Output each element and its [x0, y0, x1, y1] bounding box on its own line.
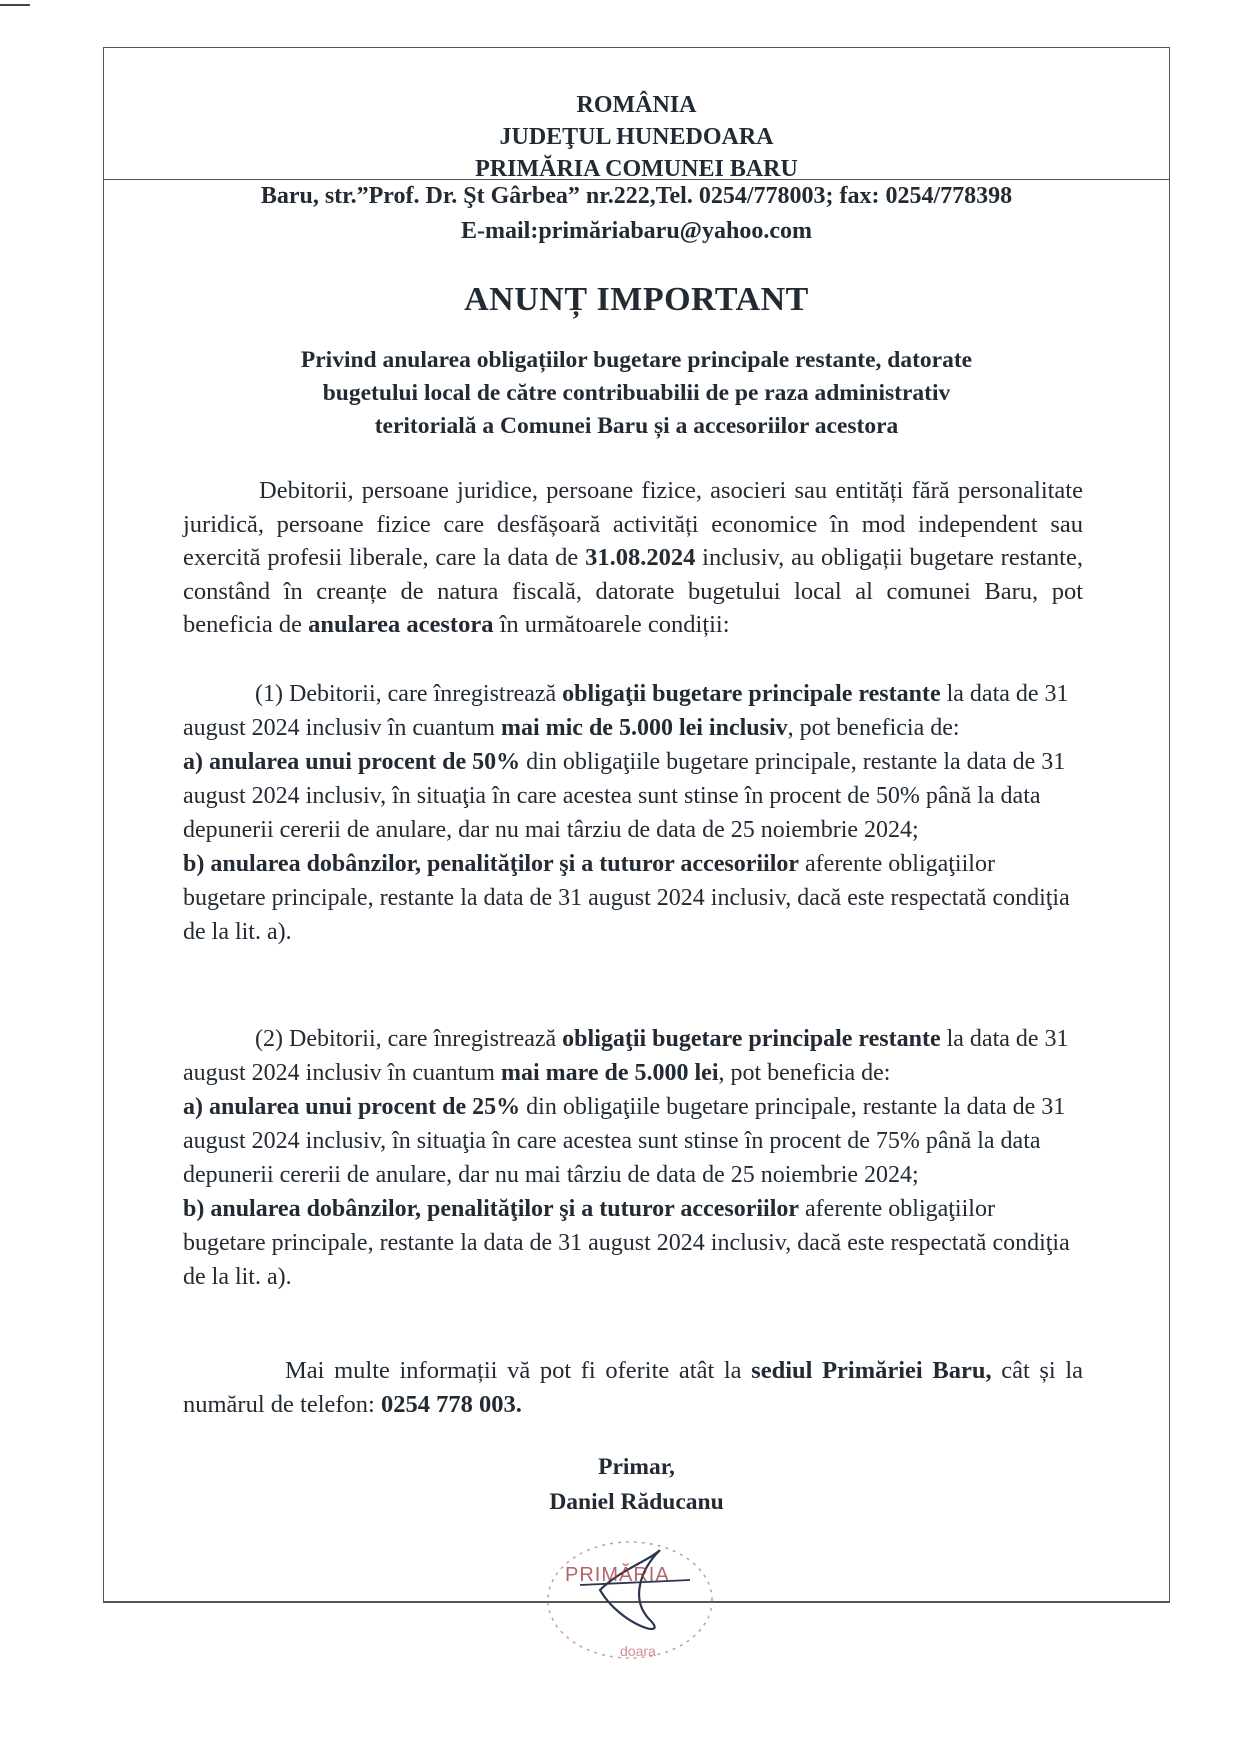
condition-2-lead: [183, 1022, 1083, 1090]
header-address: Baru, str.”Prof. Dr. Şt Gârbea” nr.222,Tel. 0254/778003; fax: 0254/778398: [260, 183, 1013, 209]
scan-corner-mark: [0, 4, 30, 6]
condition-1-item-a: [183, 745, 1083, 847]
header-institution: PRIMĂRIA COMUNEI BARU: [475, 156, 798, 182]
condition-emphasis: obligaţii bugetare principale restante: [562, 681, 941, 707]
intro-text: inclusiv, au obligații bugetare restante, constând în creanțe de natura fiscală, datorate bugetului local al comunei Baru, pot beneficia de: [183, 544, 1083, 638]
condition-2-item-a: [183, 1090, 1083, 1192]
intro-text: Debitorii, persoane juridice, persoane fizice, asocieri sau entități fără personalitate juridică, persoane fizice care desfășoară activități economice în mod independent sau exercită profesii liberale, care la data de: [183, 477, 1083, 571]
item-b-heading: b) anularea dobânzilor, penalităţilor şi a tuturor accesoriilor: [183, 1196, 800, 1222]
condition-emphasis: mai mare de 5.000 lei: [500, 1060, 719, 1086]
svg-text:doara: doara: [620, 1643, 656, 1659]
signature-block: [103, 1450, 1170, 1520]
item-a-text: din obligaţiile bugetare principale, restante la data de 31 august 2024 inclusiv, în situaţia în care acestea sunt stinse în procent de 75% până la data depunerii cererii de anulare, dar nu mai târziu de data de 25 noiembrie 2024;: [183, 1094, 1066, 1188]
stamp-label: PRIMĂRIA: [565, 1564, 670, 1586]
intro-text: în următoarele condiții:: [493, 611, 730, 638]
condition-emphasis: mai mic de 5.000 lei inclusiv: [500, 715, 788, 741]
info-emphasis: sediul Primăriei Baru,: [751, 1357, 992, 1384]
intro-date: 31.08.2024: [585, 544, 696, 571]
subject-line: bugetului local de către contribuabilii de pe raza administrativ: [322, 380, 951, 406]
contact-info-paragraph: [183, 1354, 1083, 1422]
condition-2-item-b: [183, 1192, 1083, 1294]
header-country: ROMÂNIA: [576, 92, 697, 118]
page-title: ANUNȚ IMPORTANT: [464, 281, 809, 318]
signatory-name: Daniel Răducanu: [549, 1489, 724, 1515]
official-stamp-icon: [540, 1530, 720, 1660]
condition-text: (2) Debitorii, care înregistrează: [255, 1026, 563, 1052]
condition-1-item-b: [183, 847, 1083, 949]
condition-text: , pot beneficia de:: [787, 715, 960, 741]
item-b-text: aferente obligaţiilor bugetare principale, restante la data de 31 august 2024 inclusiv, dacă este respectată condiţia de la lit. a).: [183, 851, 1070, 945]
condition-1-lead: [183, 677, 1083, 745]
signatory-role: Primar,: [598, 1454, 675, 1480]
item-a-text: din obligaţiile bugetare principale, restante la data de 31 august 2024 inclusiv, în situaţia în care acestea sunt stinse în procent de 50% până la data depunerii cererii de anulare, dar nu mai târziu de data de 25 noiembrie 2024;: [183, 749, 1066, 843]
header-county: JUDEŢUL HUNEDOARA: [499, 124, 774, 150]
condition-text: (1) Debitorii, care înregistrează: [255, 681, 563, 707]
item-a-heading: a) anularea unui procent de 50%: [183, 749, 521, 775]
announcement-subject: [103, 344, 1170, 443]
intro-paragraph: [183, 474, 1083, 642]
item-b-heading: b) anularea dobânzilor, penalităţilor şi a tuturor accesoriilor: [183, 851, 800, 877]
phone-number: 0254 778 003.: [380, 1391, 522, 1418]
subject-line: teritorială a Comunei Baru și a accesoriilor acestora: [374, 413, 899, 439]
item-b-text: aferente obligaţiilor bugetare principale, restante la data de 31 august 2024 inclusiv, dacă este respectată condiţia de la lit. a).: [183, 1196, 1070, 1290]
item-a-heading: a) anularea unui procent de 25%: [183, 1094, 521, 1120]
condition-text: , pot beneficia de:: [718, 1060, 891, 1086]
condition-2-block: [183, 1022, 1083, 1294]
header-email: E-mail:primăriabaru@yahoo.com: [461, 218, 812, 244]
condition-text: la data de 31 august 2024 inclusiv în cuantum: [183, 1026, 1069, 1086]
intro-emphasis: anularea acestora: [308, 611, 494, 638]
condition-1-block: [183, 677, 1083, 949]
condition-emphasis: obligaţii bugetare principale restante: [562, 1026, 941, 1052]
info-text: cât și la numărul de telefon:: [183, 1357, 1084, 1418]
subject-line: Privind anularea obligațiilor bugetare principale restante, datorate: [300, 347, 973, 373]
info-text: Mai multe informații vă pot fi oferite atât la: [285, 1357, 752, 1384]
condition-text: la data de 31 august 2024 inclusiv în cuantum: [183, 681, 1069, 741]
